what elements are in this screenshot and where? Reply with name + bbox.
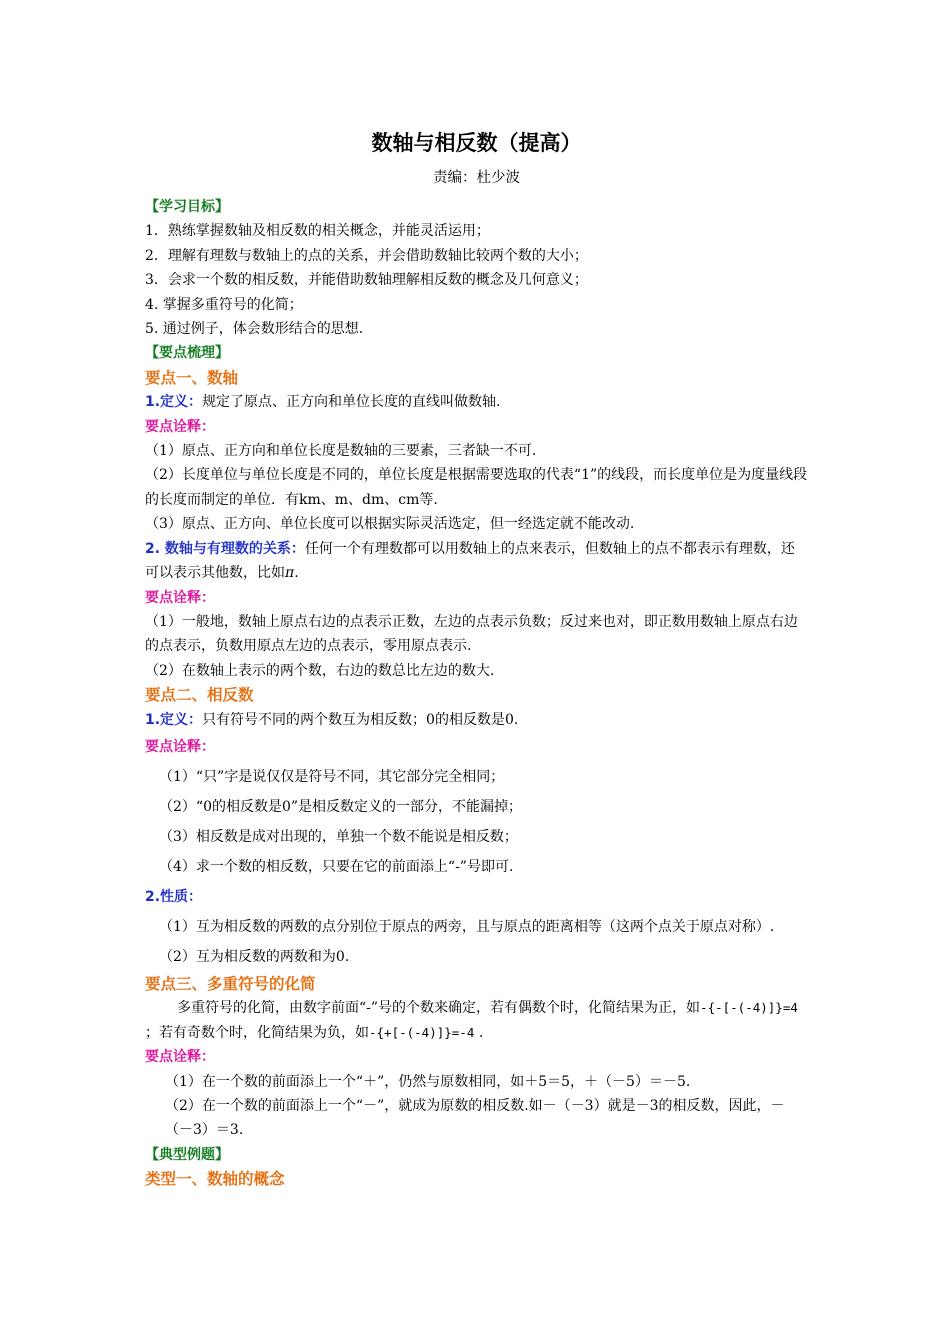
- expression: -{-[-(-4)]}=4: [700, 1000, 798, 1016]
- type1-heading: 类型一、数轴的概念: [145, 1170, 285, 1189]
- note-item: （2）“0的相反数是0”是相反数定义的一部分，不能漏掉；: [159, 798, 523, 815]
- property-item: （1）互为相反数的两数的点分别位于原点的两旁，且与原点的距离相等（这两个点关于原点对称）.: [159, 918, 775, 935]
- goal-item: 4. 掌握多重符号的化简；: [145, 296, 303, 313]
- note-item: （1）“只”字是说仅仅是符号不同，其它部分完全相同；: [159, 768, 505, 785]
- point1-definition: [145, 390, 808, 414]
- note-label: 要点诠释：: [145, 589, 215, 606]
- pi-symbol: π: [285, 565, 295, 582]
- definition-label: 1.定义：: [145, 394, 203, 411]
- doc-title: 数轴与相反数（提高）: [371, 131, 582, 155]
- note-item: （1）在一个数的前面添上一个“＋”，仍然与原数相同，如＋5＝5，＋（－5）＝－5.: [165, 1073, 691, 1090]
- expression: -{+[-(-4)]}=-4: [369, 1024, 475, 1040]
- goal-item: 1．熟练掌握数轴及相反数的相关概念，并能灵活运用；: [145, 223, 490, 240]
- property-label: 2.性质：: [145, 888, 203, 905]
- point3-text: .: [478, 1024, 484, 1041]
- goal-item: 2．理解有理数与数轴上的点的关系，并会借助数轴比较两个数的大小；: [145, 247, 588, 264]
- note-item: （2）长度单位与单位长度是不同的，单位长度是根据需要选取的代表“1”的线段，而长度单位是为度量线段的长度而制定的单位．有km、m、dm、cm等.: [145, 467, 808, 508]
- point3-text: ；若有奇数个时，化简结果为负，如: [145, 1024, 369, 1041]
- note-item: （2）在一个数的前面添上一个“－”，就成为原数的相反数.如－（－3）就是－3的相反数，因此，－（－3）＝3.: [165, 1097, 785, 1139]
- point2-heading: 要点二、相反数: [145, 686, 254, 705]
- property-item: （2）互为相反数的两数和为0.: [159, 948, 350, 965]
- section-goals-heading: 【学习目标】: [145, 199, 229, 215]
- relation-end: .: [294, 565, 299, 582]
- point3-paragraph: [145, 996, 808, 1045]
- goal-item: 5. 通过例子，体会数形结合的思想.: [145, 321, 364, 338]
- point1-relation: [145, 537, 808, 586]
- note-item: （4）求一个数的相反数，只要在它的前面添上“-”号即可.: [159, 858, 514, 875]
- point2-definition: [145, 708, 808, 732]
- definition-label: 1.定义：: [145, 711, 203, 728]
- note-item: （3）原点、正方向、单位长度可以根据实际灵活选定，但一经选定就不能改动.: [145, 516, 635, 533]
- document-page: [145, 128, 808, 1192]
- note-label: 要点诠释：: [145, 1049, 215, 1066]
- note-label: 要点诠释：: [145, 738, 215, 755]
- note-item: （2）在数轴上表示的两个数，右边的数总比左边的数大.: [145, 662, 495, 679]
- doc-author: 责编：杜少波: [433, 170, 520, 186]
- relation-text: 任何一个有理数都可以用数轴上的点来表示，但数轴上的点不都表示有理数，还可以表示其他数，比如: [145, 540, 795, 582]
- section-points-heading: 【要点梳理】: [145, 345, 229, 362]
- note-label: 要点诠释：: [145, 418, 215, 435]
- relation-label: 2. 数轴与有理数的关系：: [145, 540, 305, 557]
- note-item: （1）一般地，数轴上原点右边的点表示正数，左边的点表示负数；反过来也对，即正数用数轴上原点右边的点表示，负数用原点左边的点表示，零用原点表示.: [145, 613, 798, 655]
- point3-heading: 要点三、多重符号的化简: [145, 974, 316, 993]
- definition-text: 规定了原点、正方向和单位长度的直线叫做数轴.: [202, 394, 501, 411]
- point3-text: 多重符号的化简，由数字前面“-”号的个数来确定，若有偶数个时，化简结果为正，如: [177, 1000, 701, 1017]
- note-item: （1）原点、正方向和单位长度是数轴的三要素，三者缺一不可.: [145, 443, 537, 460]
- goal-item: 3．会求一个数的相反数，并能借助数轴理解相反数的概念及几何意义；: [145, 272, 588, 289]
- point1-heading: 要点一、数轴: [145, 368, 239, 387]
- section-examples-heading: 【典型例题】: [145, 1146, 229, 1163]
- definition-text: 只有符号不同的两个数互为相反数；0的相反数是0.: [202, 711, 519, 728]
- note-item: （3）相反数是成对出现的，单独一个数不能说是相反数；: [159, 828, 518, 845]
